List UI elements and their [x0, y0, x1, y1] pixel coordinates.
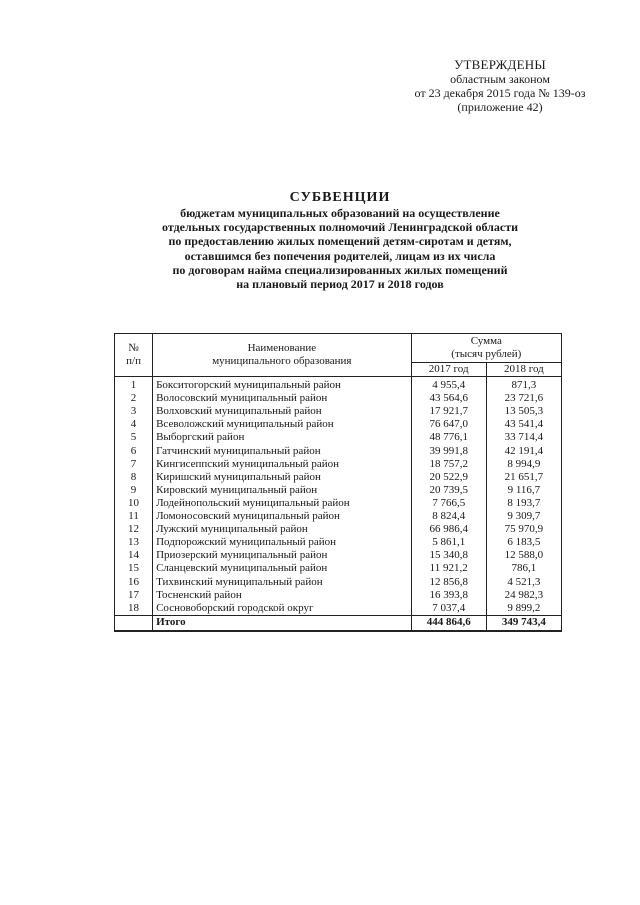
table-row	[115, 405, 562, 418]
table-row	[115, 445, 562, 458]
row-name: Подпорожский муниципальный район	[153, 536, 412, 549]
row-value-2018: 6 183,5	[486, 536, 561, 549]
row-name: Гатчинский муниципальный район	[153, 445, 412, 458]
subventions-table	[114, 333, 562, 632]
row-name: Ломоносовский муниципальный район	[153, 510, 412, 523]
table-row	[115, 418, 562, 431]
row-num: 7	[115, 458, 153, 471]
row-name: Лужский муниципальный район	[153, 523, 412, 536]
approval-date: от 23 декабря 2015 года № 139-оз	[414, 86, 586, 100]
title-line: на плановый период 2017 и 2018 годов	[236, 277, 444, 292]
row-value-2018: 9 116,7	[486, 484, 561, 497]
row-name: Волховский муниципальный район	[153, 405, 412, 418]
row-value-2017: 20 739,5	[411, 484, 486, 497]
row-num: 3	[115, 405, 153, 418]
header-year-2017: 2017 год	[411, 363, 486, 377]
row-num: 18	[115, 602, 153, 616]
row-num: 12	[115, 523, 153, 536]
row-value-2017: 5 861,1	[411, 536, 486, 549]
row-num: 2	[115, 392, 153, 405]
row-value-2017: 7 037,4	[411, 602, 486, 616]
row-value-2017: 18 757,2	[411, 458, 486, 471]
row-value-2017: 16 393,8	[411, 589, 486, 602]
table-header	[115, 334, 562, 377]
total-label: Итого	[153, 615, 412, 631]
row-value-2018: 8 994,9	[486, 458, 561, 471]
row-value-2017: 48 776,1	[411, 431, 486, 444]
row-value-2018: 23 721,6	[486, 392, 561, 405]
title-line: по договорам найма специализированных жилых помещений	[172, 262, 508, 277]
row-name: Тихвинский муниципальный район	[153, 576, 412, 589]
document-title	[100, 190, 580, 291]
header-name-line2: муниципального образования	[212, 355, 352, 368]
total-value-2018: 349 743,4	[486, 615, 561, 631]
header-num-abbr: п/п	[126, 355, 141, 368]
table-row	[115, 471, 562, 484]
row-num: 4	[115, 418, 153, 431]
row-value-2018: 24 982,3	[486, 589, 561, 602]
row-value-2018: 12 588,0	[486, 549, 561, 562]
row-value-2018: 9 899,2	[486, 602, 561, 616]
total-num-cell	[115, 615, 153, 631]
row-name: Тосненский район	[153, 589, 412, 602]
row-num: 14	[115, 549, 153, 562]
table-row	[115, 484, 562, 497]
row-num: 8	[115, 471, 153, 484]
row-num: 11	[115, 510, 153, 523]
table-row	[115, 562, 562, 575]
row-name: Бокситогорский муниципальный район	[153, 377, 412, 393]
row-name: Волосовский муниципальный район	[153, 392, 412, 405]
row-value-2018: 13 505,3	[486, 405, 561, 418]
table-row	[115, 536, 562, 549]
table-row	[115, 392, 562, 405]
row-num: 5	[115, 431, 153, 444]
row-name: Всеволожский муниципальный район	[153, 418, 412, 431]
row-name: Выборгский район	[153, 431, 412, 444]
row-value-2017: 11 921,2	[411, 562, 486, 575]
table-row	[115, 458, 562, 471]
row-name: Сосновоборский городской округ	[153, 602, 412, 616]
approval-title: УТВЕРЖДЕНЫ	[454, 57, 546, 72]
row-name: Киришский муниципальный район	[153, 471, 412, 484]
header-sum-line2: (тысяч рублей)	[451, 348, 522, 360]
total-row	[115, 615, 562, 631]
table-row	[115, 377, 562, 393]
row-num: 13	[115, 536, 153, 549]
table-row	[115, 549, 562, 562]
title-line: по предоставлению жилых помещений детям-сиротам и детям,	[168, 234, 512, 249]
row-value-2017: 7 766,5	[411, 497, 486, 510]
title-line: бюджетам муниципальных образований на осуществление	[180, 206, 500, 220]
header-name-line1: Наименование	[247, 341, 317, 354]
row-value-2018: 43 541,4	[486, 418, 561, 431]
row-num: 16	[115, 576, 153, 589]
row-value-2017: 8 824,4	[411, 510, 486, 523]
row-value-2018: 42 191,4	[486, 445, 561, 458]
approval-appendix: (приложение 42)	[457, 100, 543, 114]
table-row	[115, 589, 562, 602]
total-value-2017: 444 864,6	[411, 615, 486, 631]
row-value-2017: 12 856,8	[411, 576, 486, 589]
row-name: Кировский муниципальный район	[153, 484, 412, 497]
row-num: 9	[115, 484, 153, 497]
row-value-2017: 76 647,0	[411, 418, 486, 431]
row-name: Приозерский муниципальный район	[153, 549, 412, 562]
approval-stamp	[380, 58, 620, 114]
title-line: отдельных государственных полномочий Ленинградской области	[161, 220, 519, 235]
row-value-2017: 20 522,9	[411, 471, 486, 484]
header-sum	[411, 334, 561, 363]
row-value-2018: 871,3	[486, 377, 561, 393]
row-value-2017: 43 564,6	[411, 392, 486, 405]
table-row	[115, 510, 562, 523]
row-num: 17	[115, 589, 153, 602]
table-row	[115, 523, 562, 536]
row-num: 1	[115, 377, 153, 393]
table-row	[115, 576, 562, 589]
header-sum-line1: Сумма	[470, 334, 502, 347]
row-value-2018: 21 651,7	[486, 471, 561, 484]
row-value-2018: 786,1	[486, 562, 561, 575]
row-value-2017: 39 991,8	[411, 445, 486, 458]
row-value-2017: 4 955,4	[411, 377, 486, 393]
header-num	[115, 334, 153, 377]
table-row	[115, 602, 562, 616]
header-name	[153, 334, 412, 377]
row-num: 6	[115, 445, 153, 458]
row-name: Кингисеппский муниципальный район	[153, 458, 412, 471]
row-value-2018: 8 193,7	[486, 497, 561, 510]
row-num: 15	[115, 562, 153, 575]
row-num: 10	[115, 497, 153, 510]
row-value-2018: 33 714,4	[486, 431, 561, 444]
title-heading: СУБВЕНЦИИ	[289, 190, 391, 205]
row-name: Сланцевский муниципальный район	[153, 562, 412, 575]
row-value-2018: 4 521,3	[486, 576, 561, 589]
title-line: оставшимся без попечения родителей, лицам из их числа	[184, 248, 496, 263]
table-row	[115, 431, 562, 444]
row-value-2018: 9 309,7	[486, 510, 561, 523]
header-num-sign: №	[128, 341, 139, 354]
header-year-2018: 2018 год	[486, 363, 561, 377]
table-body	[115, 377, 562, 631]
table-row	[115, 497, 562, 510]
row-value-2017: 66 986,4	[411, 523, 486, 536]
approval-law: областным законом	[450, 72, 550, 86]
row-name: Лодейнопольский муниципальный район	[153, 497, 412, 510]
row-value-2017: 15 340,8	[411, 549, 486, 562]
row-value-2017: 17 921,7	[411, 405, 486, 418]
row-value-2018: 75 970,9	[486, 523, 561, 536]
